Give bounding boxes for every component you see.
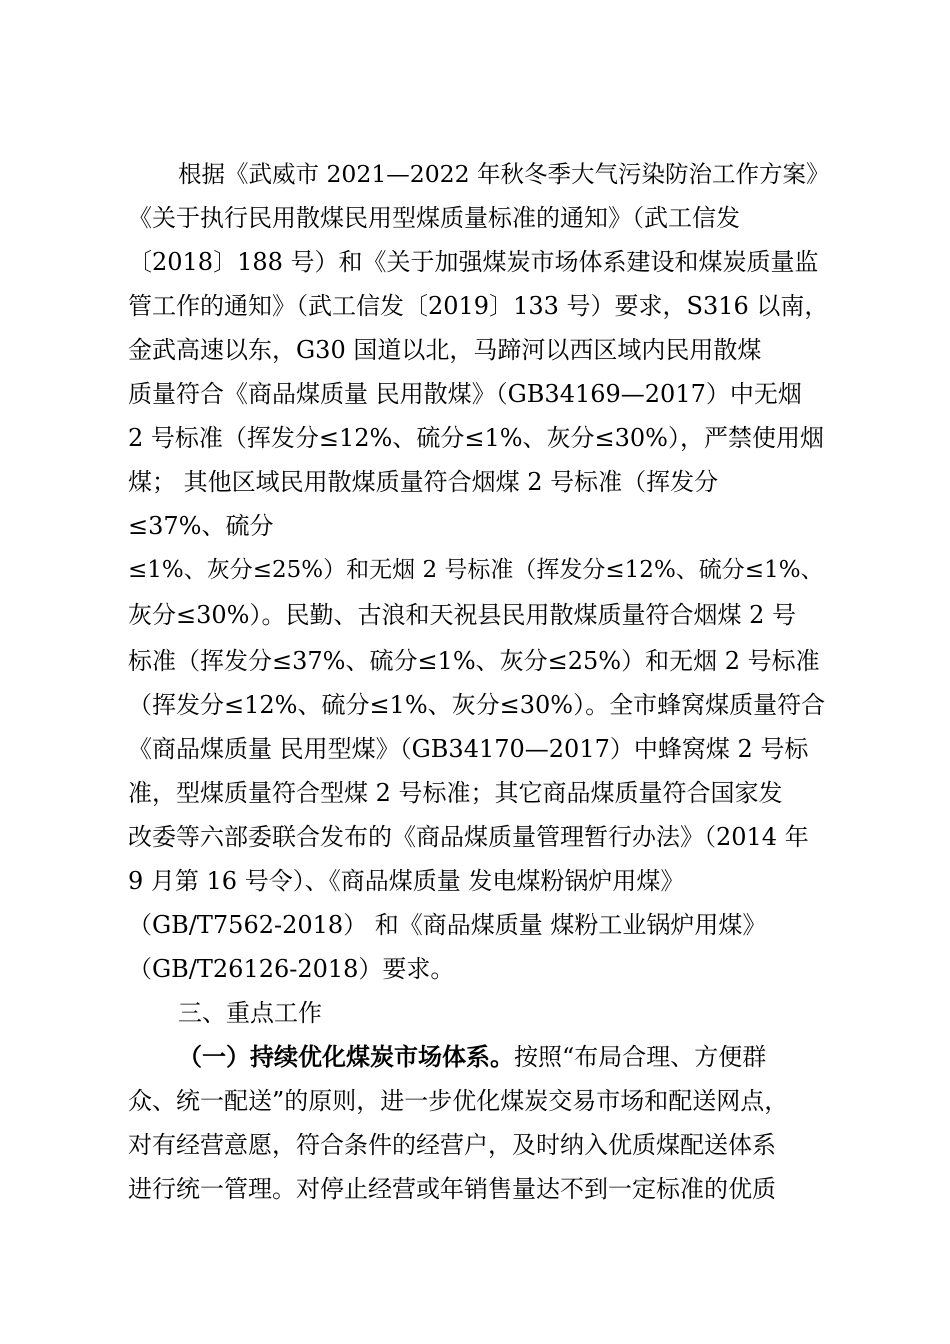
paragraph-line: 对有经营意愿，符合条件的经营户，及时纳入优质煤配送体系	[128, 1131, 776, 1159]
section-heading: 三、重点工作	[178, 999, 322, 1027]
paragraph-line: 标准（挥发分≤37%、硫分≤1%、灰分≤25%）和无烟 2 号标准	[128, 647, 820, 675]
paragraph-line: 根据《武威市 2021—2022 年秋冬季大气污染防治工作方案》	[178, 160, 830, 188]
paragraph-line: 改委等六部委联合发布的《商品煤质量管理暂行办法》（2014 年	[128, 823, 809, 851]
subsection-text: 按照“布局合理、方便群	[514, 1043, 767, 1071]
paragraph-line: 管工作的通知》（武工信发〔2019〕133 号）要求，S316 以南，	[128, 292, 829, 320]
paragraph-line: ≤37%、硫分	[128, 512, 274, 540]
paragraph-line: 灰分≤30%）。民勤、古浪和天祝县民用散煤质量符合烟煤 2 号	[128, 601, 796, 629]
paragraph-line: 进行统一管理。对停止经营或年销售量达不到一定标准的优质	[128, 1175, 776, 1203]
paragraph-line: 质量符合《商品煤质量 民用散煤》（GB34169—2017）中无烟	[128, 380, 802, 408]
paragraph-line: 《关于执行民用散煤民用型煤质量标准的通知》（武工信发	[128, 204, 740, 232]
paragraph-line: （GB/T7562-2018） 和《商品煤质量 煤粉工业锅炉用煤》	[128, 911, 767, 939]
paragraph-line: 9 月第 16 号令）、《商品煤质量 发电煤粉锅炉用煤》	[128, 867, 685, 895]
subsection-title: （一）持续优化煤炭市场体系。	[178, 1043, 514, 1071]
paragraph-line: （GB/T26126-2018）要求。	[128, 955, 455, 983]
paragraph-line: 2 号标准（挥发分≤12%、硫分≤1%、灰分≤30%），严禁使用烟	[128, 424, 824, 452]
paragraph-line: 〔2018〕188 号）和《关于加强煤炭市场体系建设和煤炭质量监	[128, 248, 819, 276]
paragraph-line: 《商品煤质量 民用型煤》（GB34170—2017）中蜂窝煤 2 号标	[128, 735, 809, 763]
paragraph-line: 煤； 其他区域民用散煤质量符合烟煤 2 号标准（挥发分	[128, 468, 719, 496]
paragraph-line: 众、统一配送”的原则，进一步优化煤炭交易市场和配送网点，	[128, 1087, 789, 1115]
paragraph-line: 金武高速以东，G30 国道以北，马蹄河以西区域内民用散煤	[128, 336, 762, 364]
paragraph-line: （挥发分≤12%、硫分≤1%、灰分≤30%）。全市蜂窝煤质量符合	[128, 691, 826, 719]
paragraph-line: 准，型煤质量符合型煤 2 号标准；其它商品煤质量符合国家发	[128, 779, 783, 807]
paragraph-line: ≤1%、灰分≤25%）和无烟 2 号标准（挥发分≤12%、硫分≤1%、	[128, 557, 824, 583]
subsection-first-line	[178, 1042, 828, 1072]
